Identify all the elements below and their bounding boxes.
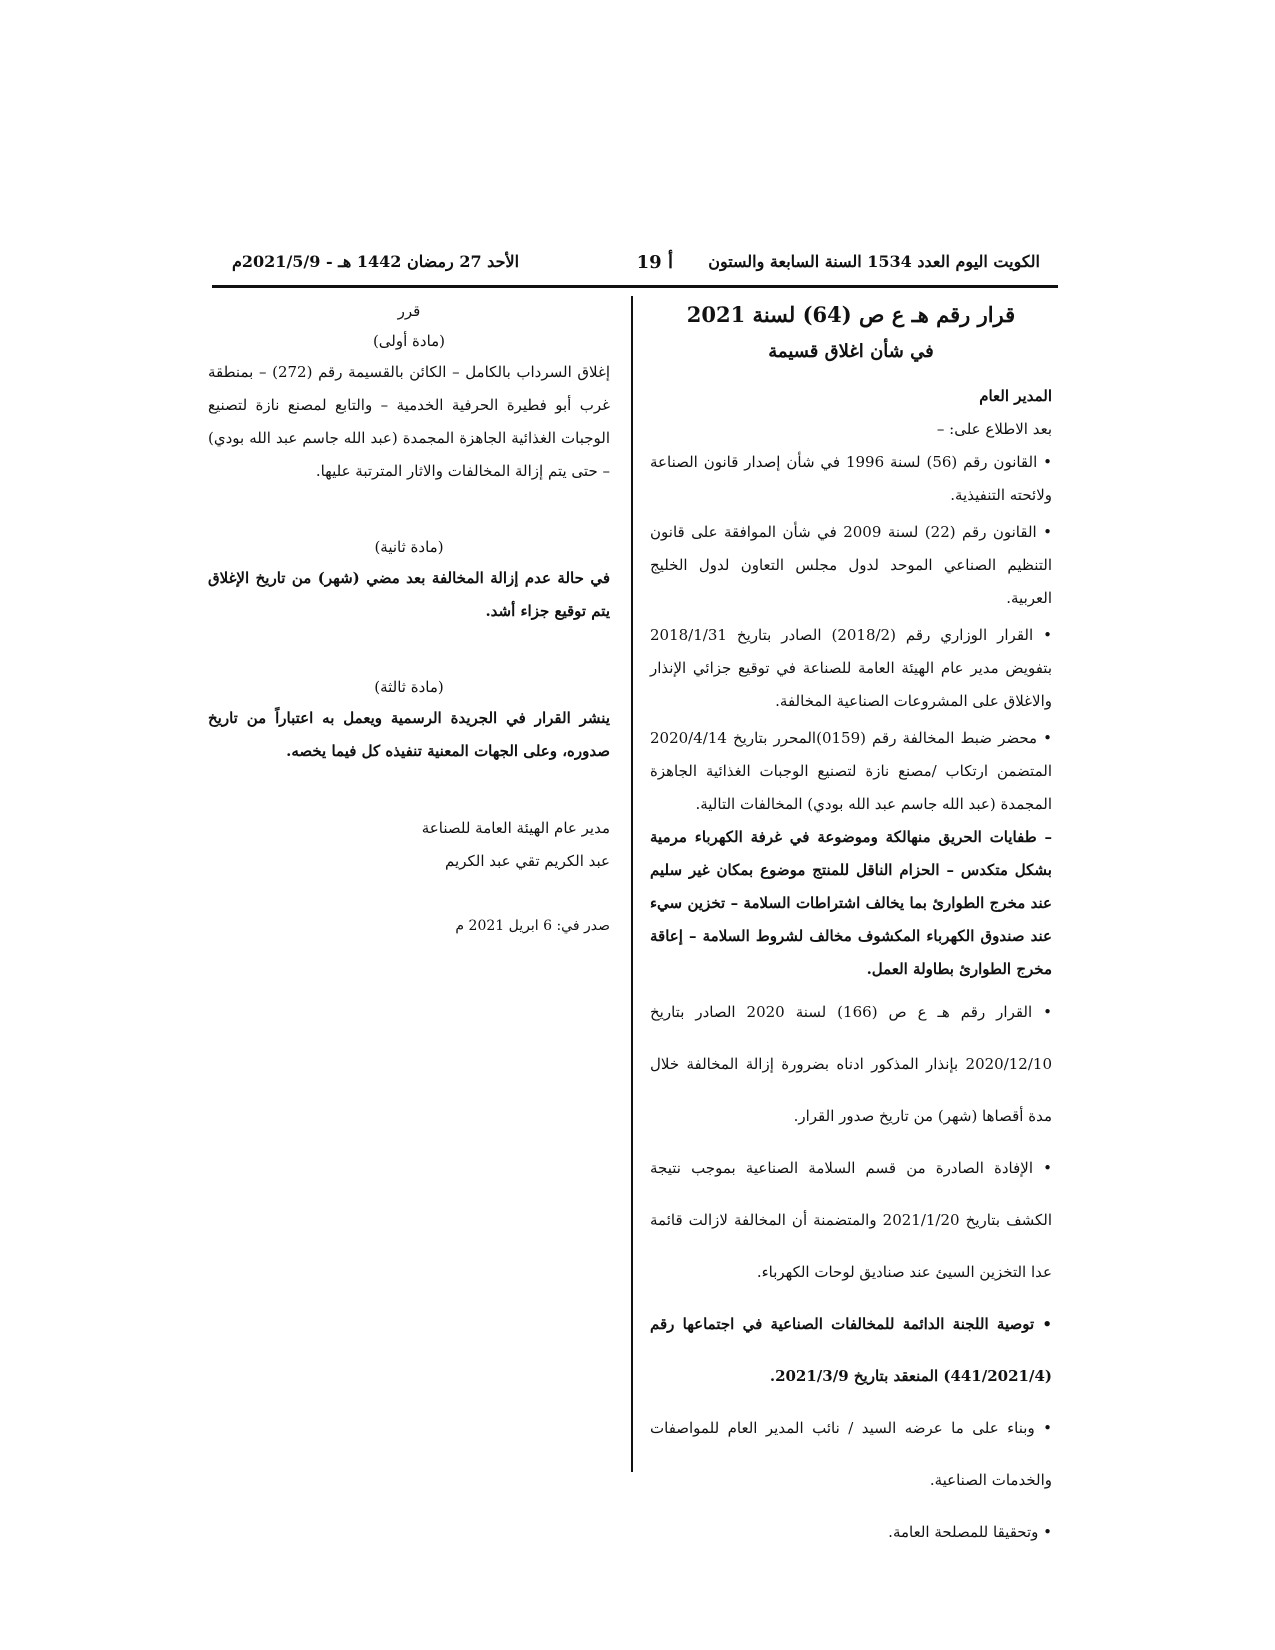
- header-issue: الكويت اليوم العدد 1534 السنة السابعة والستون: [708, 252, 1040, 271]
- article1-text: إغلاق السرداب بالكامل – الكائن بالقسيمة رقم (272) – بمنطقة غرب أبو فطيرة الحرفية الخدمية – والتابع لمصنع نازة لتصنيع الوجبات الغذائية الجاهزة المجمدة (عبد الله جاسم عبد الله بودي) – حتى يتم إزالة المخالفات والاثار المترتبة عليها.: [208, 363, 610, 480]
- issued-date: صدر في: 6 ابريل 2021 م: [455, 918, 610, 934]
- resolution-column: [208, 296, 610, 934]
- signer-name: عبد الكريم تقي عبد الكريم: [445, 852, 610, 870]
- decree-column: [650, 296, 1052, 1558]
- header-date: الأحد 27 رمضان 1442 هـ - 2021/5/9م: [232, 252, 520, 271]
- decree-subtitle: في شأن اغلاق قسيمة: [768, 341, 934, 362]
- decree-item: • القانون رقم (22) لسنة 2009 في شأن الموافقة على قانون التنظيم الصناعي الموحد لدول مجلس التعاون لدول الخليج العربية.: [650, 523, 1052, 607]
- article3-label: (مادة ثالثة): [374, 678, 444, 696]
- decree-item: • القرار رقم هـ ع ص (166) لسنة 2020 الصادر بتاريخ 2020/12/10 بإنذار المذكور ادناه بضرورة إزالة المخالفة خلال مدة أقصاها (شهر) من تاريخ صدور القرار.: [650, 1003, 1052, 1125]
- decree-item: • القانون رقم (56) لسنة 1996 في شأن إصدار قانون الصناعة ولائحته التنفيذية.: [650, 453, 1052, 504]
- article2-text: في حالة عدم إزالة المخالفة بعد مضي (شهر) من تاريخ الإغلاق يتم توقيع جزاء أشد.: [208, 569, 610, 620]
- decree-item: • محضر ضبط المخالفة رقم (0159)المحرر بتاريخ 2020/4/14 المتضمن ارتكاب /مصنع نازة لتصنيع الوجبات الغذائية الجاهزة المجمدة (عبد الله جاسم عبد الله بودي) المخالفات التالية.: [650, 729, 1053, 813]
- decree-item: • وبناء على ما عرضه السيد / نائب المدير العام للمواصفات والخدمات الصناعية.: [650, 1419, 1052, 1489]
- page-header: [212, 252, 1058, 282]
- header-rule: [212, 285, 1058, 288]
- decree-title: قرار رقم هـ ع ص (64) لسنة 2021: [686, 302, 1016, 327]
- signer-title: مدير عام الهيئة العامة للصناعة: [421, 819, 610, 837]
- article3-text: ينشر القرار في الجريدة الرسمية ويعمل به اعتباراً من تاريخ صدوره، وعلى الجهات المعنية تنفيذه كل فيما يخصه.: [208, 709, 610, 760]
- decided-label: قرر: [397, 302, 421, 320]
- decree-item: • الإفادة الصادرة من قسم السلامة الصناعية بموجب نتيجة الكشف بتاريخ 2021/1/20 والمتضمنة أن المخالفة لازالت قائمة عدا التخزين السيئ عند صناديق لوحات الكهرباء.: [650, 1159, 1052, 1281]
- director-label: المدير العام: [979, 387, 1052, 405]
- column-divider: [631, 296, 633, 1472]
- decree-item: • القرار الوزاري رقم (2018/2) الصادر بتاريخ 2018/1/31 بتفويض مدير عام الهيئة العامة للصناعة في توقيع جزائي الإنذار والاغلاق على المشروعات الصناعية المخالفة.: [650, 626, 1052, 710]
- article1-label: (مادة أولى): [372, 332, 446, 350]
- header-page-number: أ 19: [636, 252, 673, 273]
- after-review: بعد الاطلاع على: –: [936, 420, 1052, 438]
- decree-item: – طفايات الحريق منهالكة وموضوعة في غرفة الكهرباء مرمية بشكل متكدس – الحزام الناقل للمنتج موضوع بمكان غير سليم عند مخرج الطوارئ بما يخالف اشتراطات السلامة – تخزين سيء عند صندوق الكهرباء المكشوف مخالف لشروط السلامة – إعاقة مخرج الطوارئ بطاولة العمل.: [650, 828, 1052, 978]
- decree-item: • وتحقيقا للمصلحة العامة.: [888, 1523, 1052, 1541]
- article2-label: (مادة ثانية): [374, 538, 444, 556]
- decree-item: • توصية اللجنة الدائمة للمخالفات الصناعية في اجتماعها رقم (441/2021/4) المنعقد بتاريخ 2021/3/9.: [650, 1315, 1052, 1385]
